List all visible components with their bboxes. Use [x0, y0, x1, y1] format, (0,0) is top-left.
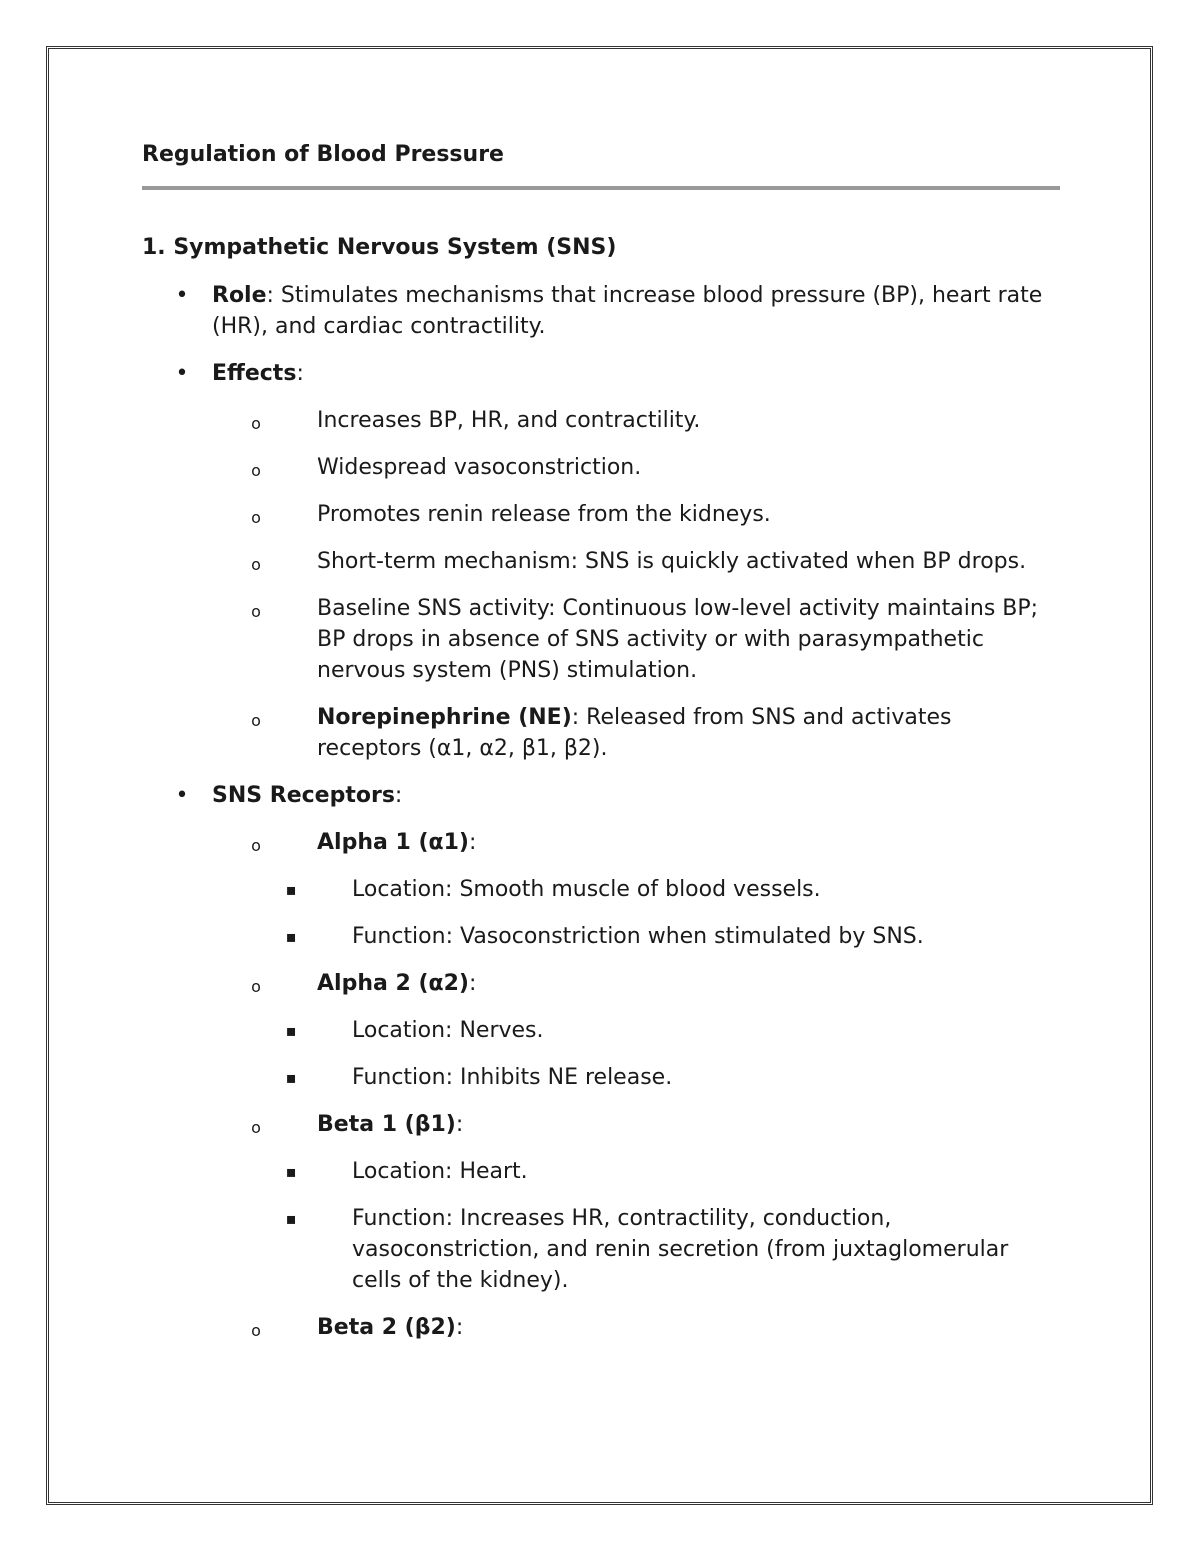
ne-text: : Released from SNS and activates receptors (α1, α2, β1, β2).: [317, 705, 952, 761]
detail-item: [281, 1203, 1060, 1296]
alpha2-details: [281, 1015, 1060, 1093]
circle-bullet-icon: o: [251, 711, 261, 730]
circle-bullet-icon: o: [251, 508, 261, 527]
detail-item: [281, 874, 1060, 905]
effect-text: Short-term mechanism: SNS is quickly activated when BP drops.: [317, 549, 1027, 574]
circle-bullet-icon: o: [251, 555, 261, 574]
square-bullet-icon: ▪: [285, 1162, 297, 1181]
effects-list: [176, 405, 1060, 764]
receptor-beta1: [246, 1109, 1060, 1296]
effects-label: Effects: [212, 361, 297, 386]
effect-item: [246, 452, 1060, 483]
list-item-effects: [142, 358, 1060, 764]
circle-bullet-icon: o: [251, 461, 261, 480]
effects-suffix: :: [296, 361, 304, 386]
beta1-label: Beta 1 (β1): [317, 1112, 456, 1137]
role-text: : Stimulates mechanisms that increase blood pressure (BP), heart rate (HR), and cardiac contractility.: [212, 283, 1043, 339]
detail-item: [281, 1015, 1060, 1046]
square-bullet-icon: ▪: [285, 1209, 297, 1228]
beta1-function: Function: Increases HR, contractility, conduction, vasoconstriction, and renin secretion (from juxtaglomerular cells of the kidney).: [352, 1206, 1009, 1293]
alpha2-label: Alpha 2 (α2): [317, 971, 469, 996]
receptors-label: SNS Receptors: [212, 783, 395, 808]
beta2-suffix: :: [455, 1315, 464, 1340]
document-title: Regulation of Blood Pressure: [142, 142, 504, 167]
alpha1-label: Alpha 1 (α1): [317, 830, 469, 855]
title-rule: [142, 186, 1060, 190]
alpha1-details: [281, 874, 1060, 952]
alpha2-suffix: :: [468, 971, 477, 996]
square-bullet-icon: ▪: [285, 927, 297, 946]
effect-text: Promotes renin release from the kidneys.: [317, 502, 771, 527]
beta1-suffix: :: [455, 1112, 464, 1137]
alpha1-location: Location: Smooth muscle of blood vessels.: [352, 877, 821, 902]
effect-item: [246, 546, 1060, 577]
circle-bullet-icon: o: [251, 414, 261, 433]
effect-item: [246, 499, 1060, 530]
circle-bullet-icon: o: [251, 836, 261, 855]
ne-label: Norepinephrine (NE): [317, 705, 572, 730]
circle-bullet-icon: o: [251, 977, 261, 996]
bullet-icon: •: [175, 283, 189, 308]
bullet-icon: •: [175, 361, 189, 386]
list-item-role: [142, 280, 1060, 342]
effect-text: Widespread vasoconstriction.: [317, 455, 642, 480]
receptor-beta2: [246, 1312, 1060, 1343]
detail-item: [281, 1062, 1060, 1093]
alpha2-location: Location: Nerves.: [352, 1018, 544, 1043]
bullet-icon: •: [175, 783, 189, 808]
receptors-list: [176, 827, 1060, 1343]
document-content: [142, 138, 1060, 1343]
beta1-location: Location: Heart.: [352, 1159, 528, 1184]
square-bullet-icon: ▪: [285, 1021, 297, 1040]
receptor-alpha1: [246, 827, 1060, 952]
effect-item-ne: [246, 702, 1060, 764]
receptors-suffix: :: [394, 783, 403, 808]
effect-item: [246, 405, 1060, 436]
detail-item: [281, 1156, 1060, 1187]
role-label: Role: [212, 283, 267, 308]
square-bullet-icon: ▪: [285, 1068, 297, 1087]
alpha1-function: Function: Vasoconstriction when stimulated by SNS.: [352, 924, 924, 949]
detail-item: [281, 921, 1060, 952]
effect-text: Baseline SNS activity: Continuous low-level activity maintains BP; BP drops in absence of SNS activity or with parasympathetic nervous system (PNS) stimulation.: [317, 596, 1039, 683]
alpha2-function: Function: Inhibits NE release.: [352, 1065, 673, 1090]
section-heading: 1. Sympathetic Nervous System (SNS): [142, 235, 617, 260]
effect-item: [246, 593, 1060, 686]
circle-bullet-icon: o: [251, 1321, 261, 1340]
circle-bullet-icon: o: [251, 1118, 261, 1137]
list-item-receptors: [142, 780, 1060, 1343]
section-list: [142, 280, 1060, 1343]
alpha1-suffix: :: [468, 830, 477, 855]
square-bullet-icon: ▪: [285, 880, 297, 899]
beta2-label: Beta 2 (β2): [317, 1315, 456, 1340]
circle-bullet-icon: o: [251, 602, 261, 621]
receptor-alpha2: [246, 968, 1060, 1093]
beta1-details: [281, 1156, 1060, 1296]
effect-text: Increases BP, HR, and contractility.: [317, 408, 701, 433]
